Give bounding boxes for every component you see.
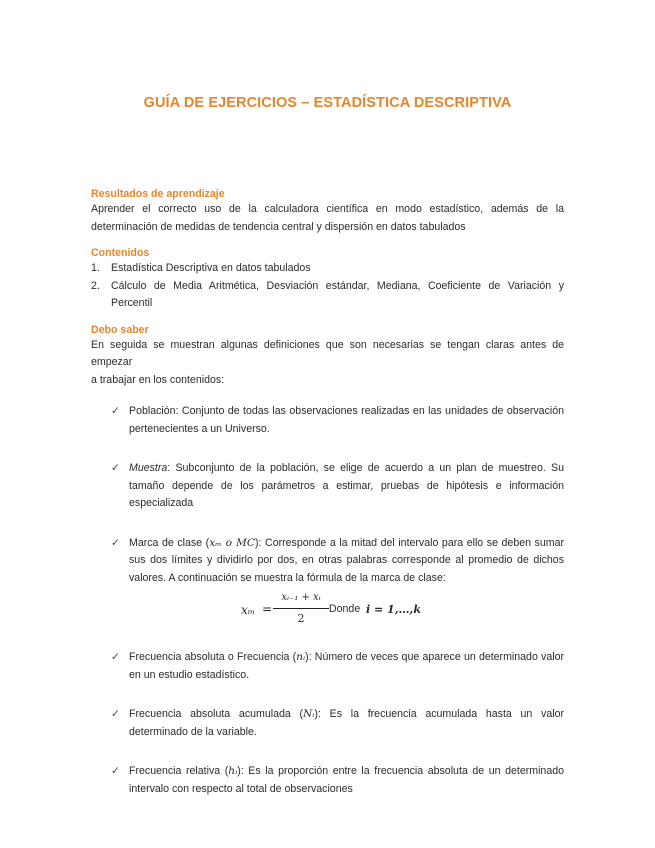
definition-marca-clase	[91, 535, 564, 588]
debo-saber-text-line: En seguida se muestran algunas definiciones que son necesarias se tengan claras antes de empezar	[91, 338, 564, 368]
section-heading-debo-saber: Debo saber	[91, 323, 149, 336]
list-item-number: 2.	[91, 279, 100, 292]
definition-text-line	[129, 763, 564, 781]
math-symbol: nᵢ	[296, 651, 306, 663]
checkmark-icon: ✓	[111, 708, 120, 720]
definition-text: ): Corresponde a la mitad del intervalo para ello se deben sumar	[255, 536, 564, 549]
formula-numerator: xᵢ₋₁ + xᵢ	[273, 589, 329, 609]
definition-text-line: sus dos límites y dividirlo por dos, en otras palabras corresponde al promedio de dichos	[129, 554, 564, 566]
formula-equals: =	[262, 602, 273, 616]
definition-text: Frecuencia absoluta o Frecuencia (	[129, 651, 297, 663]
list-item-text: Percentil	[111, 297, 153, 309]
definition-text-line: especializada	[129, 497, 194, 509]
list-item-text: Estadística Descriptiva en datos tabulados	[111, 262, 311, 274]
definition-text-line: tamaño depende de los parámetros a estimar, pruebas de hipótesis e información	[129, 479, 564, 492]
definition-poblacion	[91, 403, 564, 438]
section-contenidos	[91, 246, 564, 313]
math-symbol: xₘ o MC	[209, 536, 255, 549]
marca-clase-formula	[91, 593, 564, 629]
definition-term: Muestra	[129, 462, 168, 474]
formula-fraction	[273, 589, 329, 627]
list-item-number: 1.	[91, 262, 100, 274]
math-symbol: Nᵢ	[303, 708, 315, 720]
list-item-text: Cálculo de Media Aritmética, Desviación estándar, Mediana, Coeficiente de Variación y	[111, 279, 564, 292]
math-symbol: hᵢ	[228, 765, 238, 777]
definitions-list	[91, 403, 564, 798]
definition-muestra	[91, 460, 564, 513]
definition-text: ): Es la proporción entre la frecuencia absoluta de un determinado	[237, 765, 564, 777]
checkmark-icon: ✓	[111, 765, 120, 777]
definition-text: : Subconjunto de la población, se elige de acuerdo a un plan de muestreo. Su	[167, 462, 564, 474]
definition-text: Frecuencia absoluta acumulada (	[129, 708, 304, 720]
formula-donde: Donde	[329, 603, 361, 615]
list-item	[91, 260, 564, 278]
section-debo-saber	[91, 323, 564, 390]
definition-frecuencia-acumulada	[91, 706, 564, 741]
definition-text-line	[129, 706, 564, 724]
definition-text-line: en un estudio estadístico.	[129, 668, 250, 681]
checkmark-icon: ✓	[111, 536, 120, 549]
definition-text-line: Población: Conjunto de todas las observaciones realizadas en las unidades de observación	[129, 405, 564, 417]
definition-text-line: pertenecientes a un Universo.	[129, 422, 270, 435]
document-body	[91, 187, 564, 820]
list-item	[91, 278, 564, 313]
definition-text-line	[129, 460, 564, 478]
definition-text: ): Es la frecuencia acumulada hasta un valor	[314, 708, 565, 720]
checkmark-icon: ✓	[111, 405, 120, 417]
resultados-text-line: determinación de medidas de tendencia central y dispersión en datos tabulados	[91, 220, 466, 233]
definition-text-line	[129, 535, 564, 553]
definition-text-line: valores. A continuación se muestra la fórmula de la marca de clase:	[129, 571, 446, 584]
formula-range: i = 1,…,k	[366, 603, 421, 616]
checkmark-icon: ✓	[111, 651, 120, 663]
checkmark-icon: ✓	[111, 462, 120, 474]
definition-text: Frecuencia relativa (	[129, 765, 229, 777]
section-heading-resultados: Resultados de aprendizaje	[91, 188, 225, 200]
formula-lhs: xₘ	[241, 603, 256, 617]
definition-text-line: intervalo con respecto al total de observaciones	[129, 782, 353, 795]
section-resultados	[91, 187, 564, 236]
contents-list	[91, 260, 564, 313]
definition-frecuencia-relativa	[91, 763, 564, 798]
page-title: GUÍA DE EJERCICIOS – ESTADÍSTICA DESCRIPTIVA	[143, 95, 512, 111]
section-heading-contenidos: Contenidos	[91, 247, 150, 259]
resultados-text-line: Aprender el correcto uso de la calculadora científica en modo estadístico, además de la	[91, 203, 564, 215]
definition-text: ): Número de veces que aparece un determinado valor	[305, 651, 565, 663]
definition-text: Marca de clase (	[129, 536, 210, 549]
debo-saber-text-line: a trabajar en los contenidos:	[91, 373, 225, 386]
formula-denominator: 2	[297, 611, 305, 625]
definition-frecuencia-absoluta	[91, 649, 564, 684]
definition-text-line	[129, 649, 564, 667]
definition-text-line: determinado de la variable.	[129, 725, 257, 738]
